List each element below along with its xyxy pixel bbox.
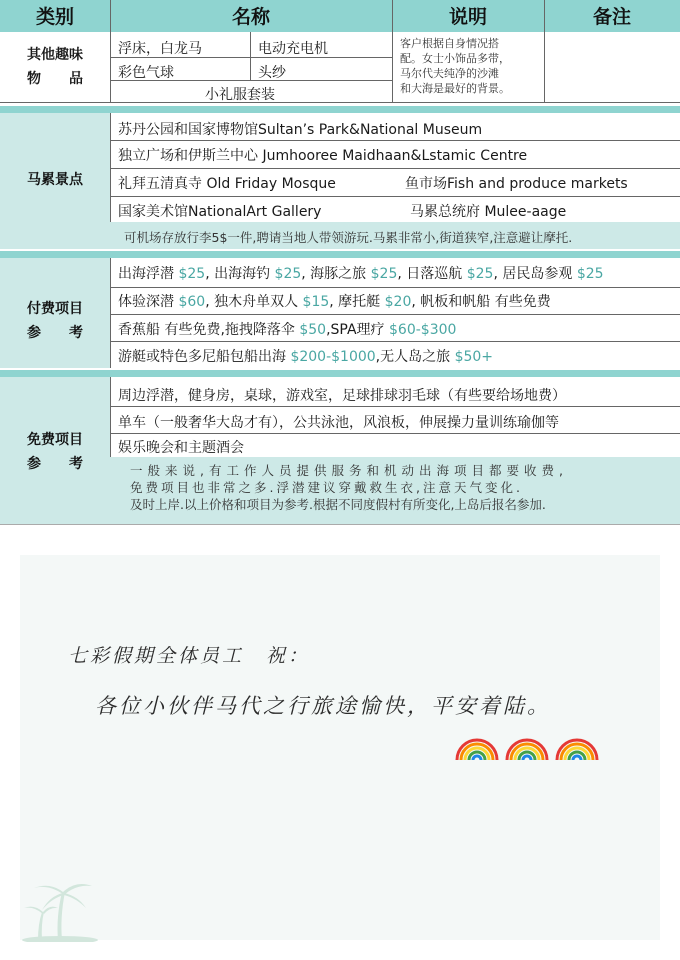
header-description: 说明 (448, 6, 487, 28)
free-row: 单车（一般奢华大岛才有），公共泳池，风浪板，伸展操力量训练瑜伽等 (118, 415, 559, 431)
paid-row: 游艇或特色多尼船包船出海 $200-$1000,无人岛之旅 $50+ (118, 349, 494, 365)
sight-row: 马累总统府 Mulee-aage (410, 204, 567, 220)
palm-tree-icon (20, 872, 100, 942)
sight-row: 国家美术馆NationalArt Gallery (118, 204, 322, 220)
paid-row: 香蕉船 有些免费,拖拽降落伞 $50,SPA理疗 $60-$300 (118, 322, 457, 338)
fun-item: 浮床，白龙马 (118, 41, 202, 57)
fun-items-category: 其他趣味 物 品 (27, 47, 83, 87)
sight-row: 鱼市场Fish and produce markets (405, 176, 628, 192)
free-note: 一般来说,有工作人员提供服务和机动出海项目都要收费, 免费项目也非常之多.浮潜建议穿戴救生衣,注意天气变化. 及时上岸.以上价格和项目为参考.根据不同度假村有所变化,上岛后报名参加. (130, 463, 568, 512)
fun-items-description: 客户根据自身情况搭 配。女士小饰品多带， 马尔代夫纯净的沙滩 和大海是最好的背景。 (400, 37, 510, 95)
fun-item: 彩色气球 (118, 65, 174, 81)
greeting-wish: 各位小伙伴马代之行旅途愉快，平安着陆。 (95, 694, 551, 718)
paid-row: 出海浮潜 $25, 出海海钓 $25, 海豚之旅 $25, 日落巡航 $25, 居民岛参观 $25 (118, 266, 604, 282)
header-category: 类别 (35, 6, 74, 28)
paid-row: 体验深潜 $60, 独木舟单双人 $15, 摩托艇 $20, 帆板和帆船 有些免费 (118, 294, 551, 310)
free-row: 娱乐晚会和主题酒会 (118, 440, 244, 456)
greeting-from: 七彩假期全体员工 祝： (68, 645, 311, 667)
rainbow-group (455, 738, 605, 762)
fun-item: 电动充电机 (258, 41, 328, 57)
section-divider (0, 251, 680, 258)
sights-note: 可机场存放行李5$一件,聘请当地人带领游玩.马累非常小,街道狭窄,注意避让摩托. (124, 230, 573, 245)
header-name: 名称 (231, 6, 270, 28)
fun-item: 小礼服套装 (205, 87, 275, 103)
sights-category: 马累景点 (0, 113, 110, 249)
fun-item: 头纱 (258, 65, 286, 81)
sight-row: 苏丹公园和国家博物馆Sultan’s Park&National Museum (118, 122, 483, 138)
section-divider (0, 370, 680, 377)
header-remark: 备注 (592, 6, 631, 28)
sight-row: 独立广场和伊斯兰中心 Jumhooree Maidhaan&Lstamic Centre (118, 148, 528, 164)
free-row: 周边浮潜，健身房，桌球，游戏室，足球排球羽毛球（有些要给场地费） (118, 388, 566, 404)
paid-category: 付费项目 参 考 (0, 258, 110, 368)
free-category: 免费项目 参 考 (0, 377, 110, 524)
sight-row: 礼拜五清真寺 Old Friday Mosque (118, 176, 336, 192)
rainbow-icon (557, 740, 597, 760)
section-divider (0, 106, 680, 113)
rainbow-icon (507, 740, 547, 760)
rainbow-icon (457, 740, 497, 760)
